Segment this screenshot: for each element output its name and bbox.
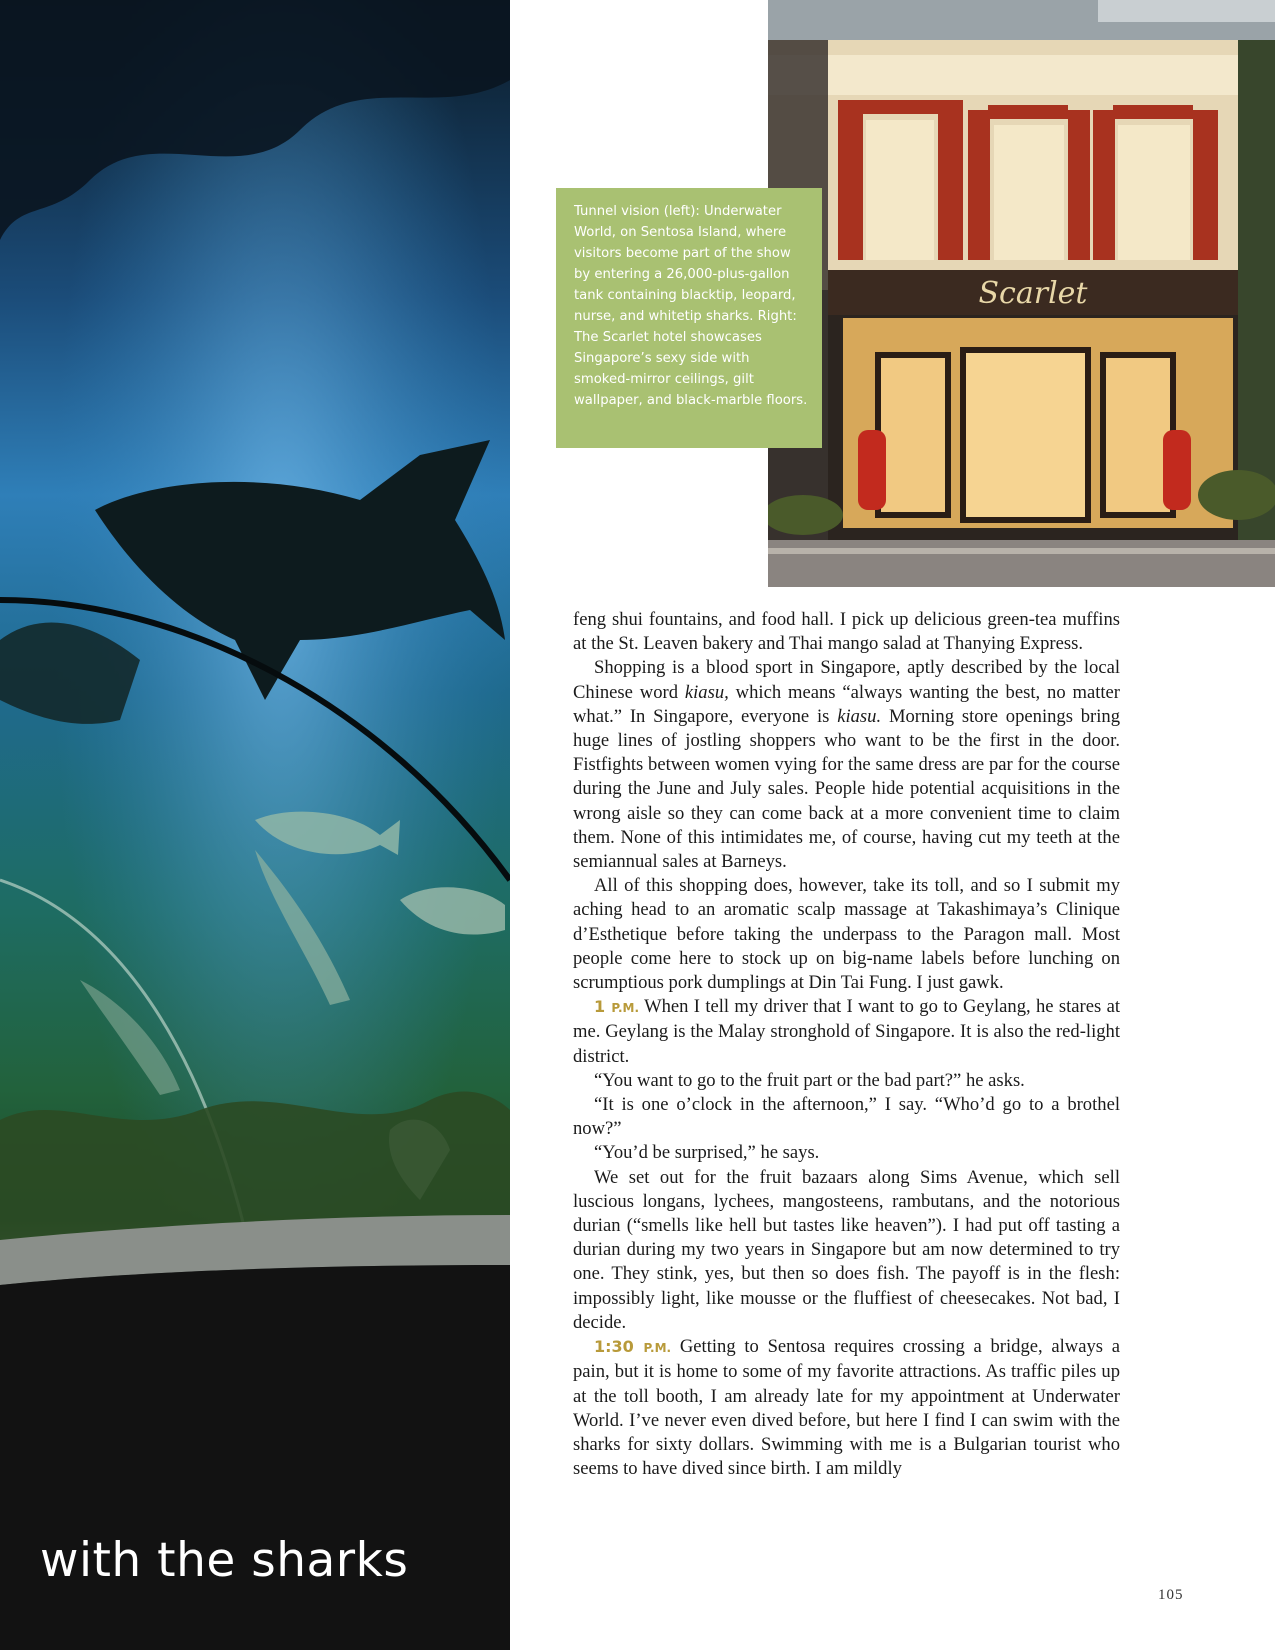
text-run: Getting to Sentosa requires crossing a bridge, always a pain, but it is home to some of my favorite attractions. As traffic piles up at the toll booth, I am already late for my appointment at Underwater World. I’ve never even dived before, but here I find I can swim with the sharks for sixty dollars. Swimming with me is a Bulgarian tourist who seems to have dived since birth. I am mildly (573, 1336, 1120, 1480)
paragraph: We set out for the fruit bazaars along Sims Avenue, which sell luscious longans, lychees, mangosteens, rambutans, and the notorious durian (“smells like hell but tastes like heaven”). I had put off tasting a durian during my two years in Singapore but am now determined to try one. They stink, yes, but then so does fish. The payoff is in the flesh: impossibly light, like mousse or the fluffiest of cheesecakes. Not bad, I decide. (573, 1166, 1120, 1333)
photo-caption-box (556, 188, 822, 448)
photo-caption-text: Tunnel vision (left): Underwater World, on Sentosa Island, where visitors become part of the show by entering a 26,000-plus-gallon tank containing blacktip, leopard, nurse, and whitetip sharks. Right: The Scarlet hotel showcases Singapore’s sexy side with smoked-mirror ceilings, gilt wallpaper, and black-marble floors. (574, 204, 808, 408)
paragraph: feng shui fountains, and food hall. I pick up delicious green-tea muffins at the St. Leaven bakery and Thai mango salad at Thanying Express. (573, 609, 1120, 655)
paragraph (573, 995, 1120, 1069)
time-suffix: P.M. (611, 1001, 640, 1016)
paragraph (573, 1335, 1120, 1481)
italic-term: kiasu. (837, 705, 882, 727)
aquarium-illustration (0, 0, 510, 1650)
aquarium-photo (0, 0, 510, 1650)
paragraph: “You want to go to the fruit part or the bad part?” he asks. (594, 1069, 1025, 1091)
photo-caption-overlay: with the sharks (40, 1533, 409, 1588)
time-marker (594, 997, 639, 1016)
time-number: 1 (594, 997, 606, 1017)
time-number: 1:30 (594, 1337, 634, 1357)
paragraph: “You’d be surprised,” he says. (594, 1142, 820, 1164)
time-suffix: P.M. (643, 1341, 672, 1356)
paragraph: “It is one o’clock in the afternoon,” I say. “Who’d go to a brothel now?” (573, 1094, 1120, 1140)
time-marker (594, 1337, 671, 1356)
hotel-facade-illustration (768, 0, 1275, 587)
text-run: When I tell my driver that I want to go to Geylang, he stares at me. Geylang is the Malay stronghold of Singapore. It is also the red-light district. (573, 996, 1120, 1067)
paragraph (573, 656, 1120, 874)
hotel-sign: Scarlet (978, 276, 1088, 311)
text-run: Morning store openings bring huge lines of jostling shoppers who want to be the first in the door. Fistfights between women vying for the same dress are par for the course during the June and July sales. People hide potential acquisitions in the wrong aisle so they can come back at a more convenient time to claim them. None of this intimidates me, of course, having cut my teeth at the semiannual sales at Barneys. (573, 705, 1121, 873)
text-run: which means “always wanting the best, no matter what.” In Singapore, everyone is (573, 681, 1120, 727)
hotel-photo (768, 0, 1275, 587)
article-body (573, 608, 1120, 1481)
text-run: Shopping is a blood sport in Singapore, aptly described by the local Chinese word (573, 657, 1120, 703)
page-number: 105 (1158, 1587, 1184, 1603)
italic-term: kiasu, (684, 681, 729, 703)
paragraph: All of this shopping does, however, take its toll, and so I submit my aching head to an aromatic scalp massage at Takashimaya’s Clinique d’Esthetique before taking the underpass to the Paragon mall. Most people come here to stock up on big-name labels before lunching on scrumptious pork dumplings at Din Tai Fung. I just gawk. (573, 875, 1120, 994)
